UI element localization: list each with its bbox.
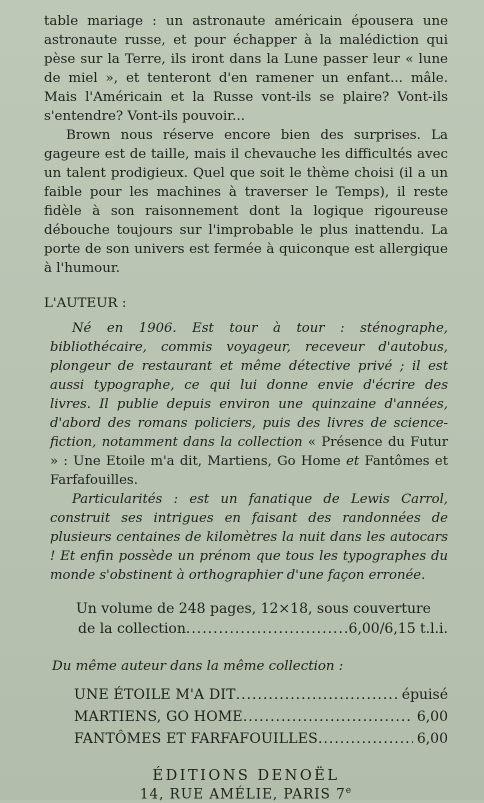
volume-line-2 [78, 619, 448, 639]
publisher-address [44, 786, 448, 803]
author-bio-paragraph [50, 319, 448, 490]
address-text: 14, RUE AMÉLIE, PARIS 7 [139, 786, 346, 803]
intro-paragraph-2: Brown nous réserve encore bien des surprises. La gageure est de taille, mais il chevauche les difficultés avec un talent prodigieux. Quel que soit le thème choisi (il a un faible pour les machines à traverser le Temps), il reste fidèle à son raisonnement dont la logique rigoureuse débouche toujours sur l'improbable le plus inattendu. La porte de son univers est fermée à quiconque est allergique à l'humour. [44, 128, 448, 276]
book-title: UNE ÉTOILE M'A DIT [74, 687, 236, 703]
book-title: FANTÔMES ET FARFAFOUILLES [74, 731, 318, 747]
volume-price: 6,00/6,15 t.l.i. [348, 621, 448, 637]
volume-info [66, 599, 448, 639]
book-row [74, 706, 448, 728]
leader-dots [318, 728, 413, 750]
book-price: épuisé [401, 687, 448, 703]
bio-roman-2: Fantômes et Farfafouilles. [50, 454, 449, 488]
book-title: MARTIENS, GO HOME [74, 709, 243, 725]
author-bio [50, 319, 448, 585]
bio-italic-2: et [346, 454, 360, 469]
volume-collection-label: de la collection [78, 621, 186, 637]
author-particularites [50, 490, 448, 585]
author-heading: L'AUTEUR : [44, 296, 127, 311]
bio-italic-1: Né en 1906. Est tour à tour : sténographe, bibliothécaire, commis voyageur, receveur d'autobus, plongeur de restaurant et même détective privé ; il est aussi typographe, ce qui lui donne envie d'écrire des livres. Il publie depuis environ une quinzaine d'années, d'abord des romans policiers, puis des livres de science-fiction, notamment dans la collection [50, 321, 448, 450]
leader-dots [243, 706, 413, 728]
address-superscript: e [345, 786, 353, 796]
book-row [74, 684, 448, 706]
intro-paragraph-1: table mariage : un astronaute américain épousera une astronaute russe, et pour échapper à la malédiction qui pèse sur la Terre, ils iront dans la Lune passer leur « lune de miel », et tenteront d'en ramener un enfant... mâle. Mais l'Américain et la Russe vont-ils se plaire? Vont-ils s'entendre? Vont-ils pouvoir... [44, 14, 448, 124]
book-price: 6,00 [416, 731, 448, 747]
volume-line-1: Un volume de 248 pages, 12×18, sous couverture [76, 601, 431, 617]
leader-dots [236, 684, 398, 706]
book-price: 6,00 [416, 709, 448, 725]
publisher-name: ÉDITIONS DENOËL [152, 768, 340, 784]
bio-roman-1: « Présence du Futur » : Une Etoile m'a dit, Martiens, Go Home [50, 435, 448, 469]
particularites-text: Particularités : est un fanatique de Lewis Carrol, construit ses intrigues en faisant des randonnées de plusieurs centaines de kilomètres la nuit dans les autocars ! Et enfin possède un prénom que tous les typographes du monde s'obstinent à orthographier d'une façon erronée. [50, 492, 448, 583]
book-list [74, 684, 448, 750]
leader-dots [186, 619, 349, 639]
book-row [74, 728, 448, 750]
same-author-heading: Du même auteur dans la même collection : [52, 659, 344, 674]
